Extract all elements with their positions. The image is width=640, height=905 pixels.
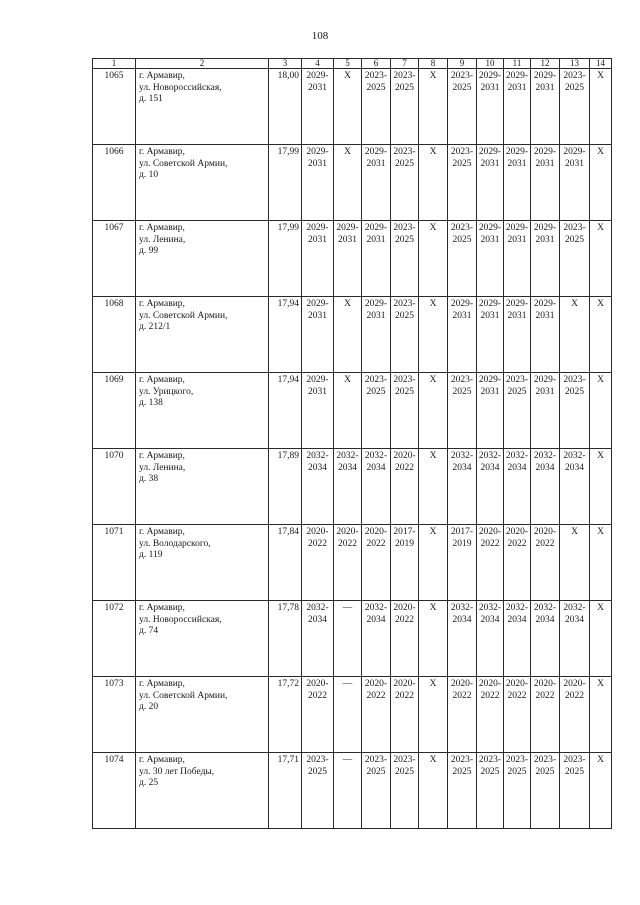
period-text: 2020- 2022 xyxy=(306,527,329,549)
period-text: 2032- 2034 xyxy=(478,603,502,625)
period-cell xyxy=(531,601,560,677)
period-text: 2023- 2025 xyxy=(563,71,586,93)
period-text: 2032- 2034 xyxy=(306,603,329,625)
address-line: д. 212/1 xyxy=(139,322,171,332)
period-text: 2029- 2031 xyxy=(306,71,329,93)
column-header: 6 xyxy=(362,59,391,69)
period-text: 2029- 2031 xyxy=(478,299,502,321)
period-cell xyxy=(477,297,504,373)
period-cell xyxy=(448,297,477,373)
address-line: г. Армавир, xyxy=(139,375,185,385)
period-text: 2029- 2031 xyxy=(533,299,557,321)
period-text: 2032- 2034 xyxy=(364,603,388,625)
period-cell xyxy=(560,601,590,677)
period-cell xyxy=(391,221,419,297)
period-cell xyxy=(504,525,531,601)
period-cell: X xyxy=(419,145,448,221)
period-text: 2020- 2022 xyxy=(364,527,388,549)
period-cell xyxy=(448,69,477,145)
period-text: 2020- 2022 xyxy=(563,679,586,701)
period-text: 2020- 2022 xyxy=(393,451,416,473)
period-cell xyxy=(477,221,504,297)
address-line: ул. Володарского, xyxy=(139,538,211,549)
address-line: ул. Ленина, xyxy=(139,234,186,245)
column-header: 10 xyxy=(477,59,504,69)
period-text: 2032- 2034 xyxy=(364,451,388,473)
period-cell: X xyxy=(334,373,362,449)
address-line: г. Армавир, xyxy=(139,451,185,461)
column-header: 3 xyxy=(269,59,302,69)
period-cell: X xyxy=(590,601,612,677)
period-cell xyxy=(448,221,477,297)
period-cell xyxy=(504,297,531,373)
address-cell xyxy=(136,297,269,373)
address-line: г. Армавир, xyxy=(139,527,185,537)
period-cell xyxy=(477,601,504,677)
address-line: ул. Новороссийская, xyxy=(139,614,222,625)
period-cell xyxy=(560,221,590,297)
period-text: 2029- 2031 xyxy=(450,299,474,321)
column-header: 9 xyxy=(448,59,477,69)
table-row xyxy=(93,145,612,221)
period-text: 2020- 2022 xyxy=(478,527,502,549)
table-row xyxy=(93,601,612,677)
period-cell xyxy=(448,145,477,221)
column-header: 12 xyxy=(531,59,560,69)
period-cell xyxy=(531,677,560,753)
row-number: 1066 xyxy=(93,145,136,221)
period-text: 2029- 2031 xyxy=(306,223,329,245)
value-cell: 18,00 xyxy=(269,69,302,145)
period-cell xyxy=(448,677,477,753)
period-cell xyxy=(477,677,504,753)
period-cell xyxy=(391,601,419,677)
row-number: 1067 xyxy=(93,221,136,297)
period-cell xyxy=(477,69,504,145)
period-cell: X xyxy=(334,145,362,221)
row-number: 1071 xyxy=(93,525,136,601)
period-text: 2029- 2031 xyxy=(478,147,502,169)
address-line: ул. Урицкого, xyxy=(139,386,194,397)
address-line: д. 38 xyxy=(139,474,159,484)
address-cell xyxy=(136,525,269,601)
period-cell xyxy=(504,69,531,145)
period-text: 2023- 2025 xyxy=(450,147,474,169)
period-cell: — xyxy=(334,677,362,753)
period-cell xyxy=(334,449,362,525)
period-cell: X xyxy=(560,525,590,601)
period-cell xyxy=(302,601,334,677)
period-cell xyxy=(362,601,391,677)
period-text: 2029- 2031 xyxy=(533,223,557,245)
period-text: 2023- 2025 xyxy=(563,223,586,245)
period-text: 2023- 2025 xyxy=(393,223,416,245)
period-cell xyxy=(448,449,477,525)
period-cell xyxy=(504,753,531,829)
period-cell xyxy=(334,221,362,297)
period-cell xyxy=(531,753,560,829)
address-line: д. 20 xyxy=(139,702,159,712)
period-text: 2023- 2025 xyxy=(478,755,502,777)
period-cell xyxy=(302,69,334,145)
period-text: 2023- 2025 xyxy=(450,223,474,245)
period-text: 2023- 2025 xyxy=(393,147,416,169)
period-cell: — xyxy=(334,601,362,677)
period-text: 2032- 2034 xyxy=(505,603,529,625)
period-text: 2023- 2025 xyxy=(393,375,416,397)
period-text: 2023- 2025 xyxy=(364,755,388,777)
period-cell xyxy=(531,297,560,373)
row-number: 1069 xyxy=(93,373,136,449)
period-text: 2029- 2031 xyxy=(533,375,557,397)
period-cell xyxy=(477,373,504,449)
period-cell: X xyxy=(419,69,448,145)
period-text: 2029- 2031 xyxy=(478,223,502,245)
period-text: 2020- 2022 xyxy=(505,679,529,701)
period-text: 2029- 2031 xyxy=(505,71,529,93)
column-header: 7 xyxy=(391,59,419,69)
value-cell: 17,94 xyxy=(269,297,302,373)
period-cell xyxy=(362,449,391,525)
period-text: 2020- 2022 xyxy=(505,527,529,549)
period-cell: X xyxy=(419,449,448,525)
period-text: 2032- 2034 xyxy=(533,603,557,625)
column-header: 8 xyxy=(419,59,448,69)
value-cell: 17,71 xyxy=(269,753,302,829)
column-header: 13 xyxy=(560,59,590,69)
table-body xyxy=(93,69,612,829)
table-row xyxy=(93,753,612,829)
table-row xyxy=(93,373,612,449)
address-line: г. Армавир, xyxy=(139,603,185,613)
period-cell xyxy=(302,221,334,297)
period-cell: X xyxy=(419,525,448,601)
period-cell xyxy=(391,69,419,145)
column-header: 4 xyxy=(302,59,334,69)
period-text: 2023- 2025 xyxy=(505,375,529,397)
address-line: г. Армавир, xyxy=(139,147,185,157)
row-number: 1068 xyxy=(93,297,136,373)
register-table xyxy=(92,58,612,829)
period-cell xyxy=(531,373,560,449)
period-text: 2020- 2022 xyxy=(336,527,359,549)
period-cell xyxy=(477,753,504,829)
period-cell xyxy=(560,145,590,221)
period-cell xyxy=(302,677,334,753)
period-cell xyxy=(302,373,334,449)
period-cell xyxy=(448,753,477,829)
period-cell xyxy=(362,145,391,221)
period-text: 2020- 2022 xyxy=(533,527,557,549)
period-cell xyxy=(504,601,531,677)
period-text: 2023- 2025 xyxy=(533,755,557,777)
period-text: 2020- 2022 xyxy=(393,603,416,625)
address-line: д. 74 xyxy=(139,626,159,636)
period-cell xyxy=(362,221,391,297)
period-text: 2029- 2031 xyxy=(306,147,329,169)
period-cell xyxy=(560,449,590,525)
period-text: 2023- 2025 xyxy=(364,375,388,397)
row-number: 1065 xyxy=(93,69,136,145)
table-row xyxy=(93,297,612,373)
period-cell xyxy=(391,677,419,753)
period-cell: X xyxy=(419,297,448,373)
period-cell xyxy=(504,677,531,753)
period-cell xyxy=(448,525,477,601)
period-cell: X xyxy=(419,677,448,753)
period-text: 2020- 2022 xyxy=(450,679,474,701)
column-header: 5 xyxy=(334,59,362,69)
period-text: 2020- 2022 xyxy=(393,679,416,701)
table-row xyxy=(93,677,612,753)
value-cell: 17,89 xyxy=(269,449,302,525)
period-cell xyxy=(448,601,477,677)
period-text: 2020- 2022 xyxy=(306,679,329,701)
period-cell xyxy=(560,677,590,753)
period-text: 2023- 2025 xyxy=(393,71,416,93)
period-text: 2023- 2025 xyxy=(364,71,388,93)
period-text: 2020- 2022 xyxy=(478,679,502,701)
period-cell xyxy=(531,145,560,221)
period-text: 2023- 2025 xyxy=(505,755,529,777)
period-cell: — xyxy=(334,753,362,829)
period-text: 2029- 2031 xyxy=(505,299,529,321)
period-text: 2020- 2022 xyxy=(533,679,557,701)
period-cell xyxy=(391,753,419,829)
period-text: 2023- 2025 xyxy=(393,755,416,777)
period-text: 2023- 2025 xyxy=(450,375,474,397)
period-text: 2029- 2031 xyxy=(478,375,502,397)
period-text: 2029- 2031 xyxy=(306,299,329,321)
period-cell: X xyxy=(590,525,612,601)
address-line: ул. Советской Армии, xyxy=(139,690,228,701)
period-cell: X xyxy=(590,373,612,449)
period-cell xyxy=(362,69,391,145)
period-cell xyxy=(391,449,419,525)
page-number: 108 xyxy=(311,30,329,42)
period-cell: X xyxy=(419,221,448,297)
row-number: 1072 xyxy=(93,601,136,677)
address-line: д. 119 xyxy=(139,550,163,560)
address-line: д. 25 xyxy=(139,778,159,788)
period-cell xyxy=(391,525,419,601)
address-line: ул. Новороссийская, xyxy=(139,82,222,93)
period-text: 2032- 2034 xyxy=(563,603,586,625)
period-cell xyxy=(504,373,531,449)
period-text: 2032- 2034 xyxy=(450,451,474,473)
period-cell xyxy=(531,221,560,297)
period-text: 2029- 2031 xyxy=(364,223,388,245)
period-cell xyxy=(531,449,560,525)
period-cell xyxy=(531,525,560,601)
header-row xyxy=(93,59,612,69)
value-cell: 17,72 xyxy=(269,677,302,753)
period-cell xyxy=(531,69,560,145)
address-cell xyxy=(136,753,269,829)
column-header: 14 xyxy=(590,59,612,69)
period-text: 2023- 2025 xyxy=(393,299,416,321)
address-cell xyxy=(136,373,269,449)
address-line: ул. Ленина, xyxy=(139,462,186,473)
period-text: 2023- 2025 xyxy=(563,375,586,397)
period-text: 2032- 2034 xyxy=(478,451,502,473)
period-cell: X xyxy=(590,69,612,145)
address-line: ул. Советской Армии, xyxy=(139,158,228,169)
period-text: 2032- 2034 xyxy=(505,451,529,473)
period-cell xyxy=(362,297,391,373)
column-header: 11 xyxy=(504,59,531,69)
address-line: ул. 30 лет Победы, xyxy=(139,766,215,777)
period-cell: X xyxy=(590,449,612,525)
period-text: 2029- 2031 xyxy=(336,223,359,245)
address-line: г. Армавир, xyxy=(139,299,185,309)
period-text: 2029- 2031 xyxy=(533,147,557,169)
period-cell xyxy=(448,373,477,449)
table-row xyxy=(93,221,612,297)
period-cell: X xyxy=(419,373,448,449)
value-cell: 17,99 xyxy=(269,221,302,297)
period-cell xyxy=(391,373,419,449)
address-cell xyxy=(136,601,269,677)
period-cell xyxy=(477,145,504,221)
value-cell: 17,84 xyxy=(269,525,302,601)
column-header: 1 xyxy=(93,59,136,69)
row-number: 1074 xyxy=(93,753,136,829)
period-text: 2017- 2019 xyxy=(393,527,416,549)
period-cell: X xyxy=(590,677,612,753)
period-cell: X xyxy=(334,69,362,145)
period-cell xyxy=(334,525,362,601)
period-text: 2029- 2031 xyxy=(563,147,586,169)
address-line: г. Армавир, xyxy=(139,71,185,81)
period-text: 2029- 2031 xyxy=(505,147,529,169)
address-cell xyxy=(136,69,269,145)
table-row xyxy=(93,449,612,525)
address-cell xyxy=(136,677,269,753)
period-text: 2029- 2031 xyxy=(364,147,388,169)
period-cell: X xyxy=(590,145,612,221)
value-cell: 17,94 xyxy=(269,373,302,449)
address-line: г. Армавир, xyxy=(139,223,185,233)
address-cell xyxy=(136,449,269,525)
address-cell xyxy=(136,145,269,221)
period-text: 2032- 2034 xyxy=(450,603,474,625)
period-cell: X xyxy=(419,753,448,829)
period-cell xyxy=(504,145,531,221)
address-line: г. Армавир, xyxy=(139,679,185,689)
period-cell xyxy=(477,525,504,601)
period-cell xyxy=(302,145,334,221)
period-text: 2023- 2025 xyxy=(450,755,474,777)
period-cell: X xyxy=(334,297,362,373)
address-cell xyxy=(136,221,269,297)
row-number: 1070 xyxy=(93,449,136,525)
period-cell: X xyxy=(590,753,612,829)
period-cell xyxy=(302,297,334,373)
period-cell xyxy=(504,221,531,297)
period-cell xyxy=(302,525,334,601)
value-cell: 17,99 xyxy=(269,145,302,221)
period-text: 2017- 2019 xyxy=(450,527,474,549)
period-cell xyxy=(504,449,531,525)
row-number: 1073 xyxy=(93,677,136,753)
period-cell xyxy=(560,753,590,829)
column-header: 2 xyxy=(136,59,269,69)
period-cell xyxy=(560,373,590,449)
period-cell xyxy=(362,525,391,601)
period-text: 2020- 2022 xyxy=(364,679,388,701)
period-text: 2032- 2034 xyxy=(533,451,557,473)
period-cell: X xyxy=(590,297,612,373)
period-cell xyxy=(302,753,334,829)
address-line: д. 99 xyxy=(139,246,159,256)
period-text: 2023- 2025 xyxy=(450,71,474,93)
period-cell xyxy=(391,145,419,221)
period-text: 2032- 2034 xyxy=(306,451,329,473)
period-cell: X xyxy=(560,297,590,373)
period-cell: X xyxy=(590,221,612,297)
period-cell xyxy=(560,69,590,145)
period-cell: X xyxy=(419,601,448,677)
period-text: 2023- 2025 xyxy=(563,755,586,777)
address-line: д. 10 xyxy=(139,170,159,180)
period-text: 2029- 2031 xyxy=(478,71,502,93)
period-text: 2023- 2025 xyxy=(306,755,329,777)
period-cell xyxy=(362,373,391,449)
value-cell: 17,78 xyxy=(269,601,302,677)
period-text: 2029- 2031 xyxy=(306,375,329,397)
period-cell xyxy=(362,753,391,829)
period-text: 2029- 2031 xyxy=(364,299,388,321)
period-cell xyxy=(477,449,504,525)
period-text: 2029- 2031 xyxy=(505,223,529,245)
address-line: ул. Советской Армии, xyxy=(139,310,228,321)
address-line: д. 151 xyxy=(139,94,163,104)
address-line: г. Армавир, xyxy=(139,755,185,765)
period-text: 2032- 2034 xyxy=(336,451,359,473)
table-row xyxy=(93,69,612,145)
period-cell xyxy=(362,677,391,753)
period-text: 2032- 2034 xyxy=(563,451,586,473)
period-cell xyxy=(391,297,419,373)
table-row xyxy=(93,525,612,601)
address-line: д. 138 xyxy=(139,398,163,408)
period-cell xyxy=(302,449,334,525)
period-text: 2029- 2031 xyxy=(533,71,557,93)
